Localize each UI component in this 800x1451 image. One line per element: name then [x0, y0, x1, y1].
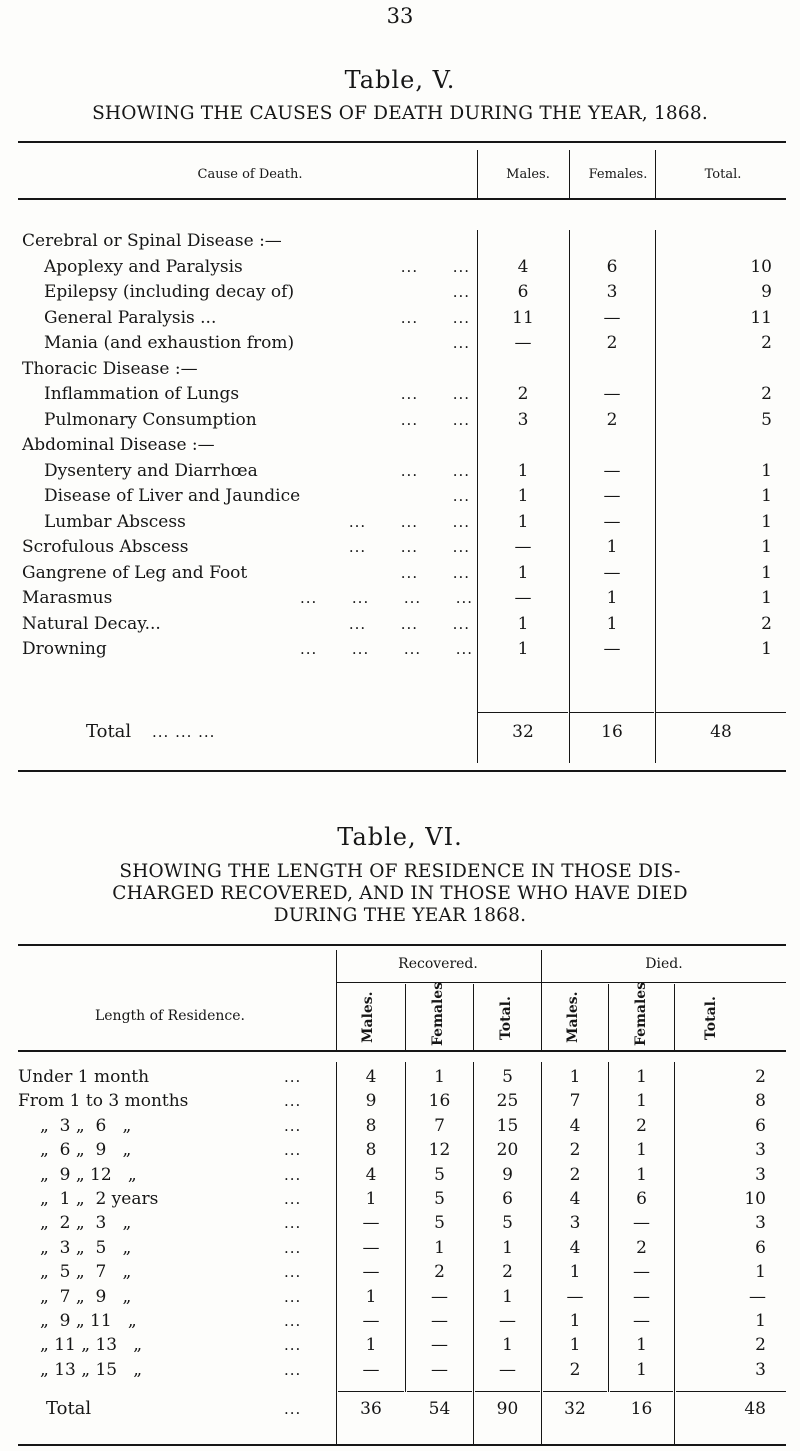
table6-row-label: „ 9 „ 12 „: [40, 1165, 137, 1185]
table5-row-total: 2: [761, 384, 772, 404]
table6-cell-died-males: 1: [569, 1067, 581, 1087]
table6-cell-died-total: 3: [755, 1360, 766, 1380]
table6-cell-recovered-total: 5: [502, 1067, 513, 1087]
table6-cell-recovered-males: —: [362, 1262, 380, 1282]
table5-row-label: Thoracic Disease :—: [22, 359, 198, 379]
table6-header-recovered: Recovered.: [398, 956, 478, 972]
table6-subcol-divider-4: [674, 984, 675, 1050]
table6-row-dots: ...: [284, 1166, 302, 1184]
table6-total-rule-6: [676, 1391, 786, 1392]
table6-cell-recovered-total: —: [499, 1360, 516, 1380]
table6-cell-died-total: 6: [755, 1238, 766, 1258]
table6-cell-died-males: 4: [569, 1189, 581, 1209]
table6-row-dots: ...: [284, 1190, 302, 1208]
table5-col-divider-3: [655, 150, 656, 198]
table6-row-label: „ 3 „ 5 „: [40, 1238, 132, 1258]
table5-row-label: Abdominal Disease :—: [22, 435, 215, 455]
table6-cell-recovered-females: 5: [434, 1213, 445, 1233]
table6-row-label: „ 3 „ 6 „: [40, 1116, 132, 1136]
table6-cell-died-total: 3: [755, 1213, 766, 1233]
table6-row-label: „ 11 „ 13 „: [40, 1335, 143, 1355]
table6-cell-recovered-females: 1: [434, 1067, 445, 1087]
table5-row-dots: ... ...: [400, 564, 470, 582]
table5-row-males: 6: [517, 282, 529, 302]
table5-row-males: 11: [512, 308, 534, 328]
table5-header-rule: [18, 198, 786, 200]
table5-row-dots: ... ...: [400, 385, 470, 403]
table6-cell-died-females: 1: [636, 1140, 647, 1160]
table5-row-females: 1: [606, 588, 618, 608]
table6-row-dots: ...: [284, 1214, 302, 1232]
table6-cell-died-females: 1: [636, 1067, 647, 1087]
table6-cell-recovered-total: 1: [502, 1287, 513, 1307]
table6-total-died-males: 32: [564, 1399, 586, 1419]
table5-row-label: Lumbar Abscess: [44, 512, 186, 532]
table6-cell-died-males: 4: [569, 1116, 581, 1136]
table5-row-label: Disease of Liver and Jaundice: [44, 486, 301, 506]
table6-body-divider-4: [541, 1062, 542, 1444]
table6-cell-recovered-total: 25: [496, 1091, 519, 1111]
table6-cell-recovered-total: —: [499, 1311, 516, 1331]
table5-row-total: 1: [761, 512, 772, 532]
table6-header-rule: [18, 1050, 786, 1052]
table5-row-females: 2: [606, 410, 618, 430]
table6-subcol-divider-1: [405, 984, 406, 1050]
table6-row-dots: ...: [284, 1239, 302, 1257]
table6-cell-died-males: 7: [569, 1091, 581, 1111]
table6-body-divider-3: [473, 1062, 474, 1444]
table5-row-total: 2: [761, 333, 772, 353]
table5-row-females: 6: [606, 257, 618, 277]
table5-row-label: Dysentery and Diarrhœa: [44, 461, 258, 481]
table5-header-total: Total.: [704, 167, 742, 182]
table5-row-total: 1: [761, 639, 772, 659]
table5-header-cause: Cause of Death.: [197, 167, 303, 182]
table6-total-rule-3: [475, 1391, 540, 1392]
table6-cell-died-females: 2: [636, 1238, 647, 1258]
table6-cell-died-total: 1: [755, 1262, 766, 1282]
table6-cell-died-females: 2: [636, 1116, 647, 1136]
table6-row-dots: ...: [284, 1263, 302, 1281]
table6-row-dots: ...: [284, 1361, 302, 1379]
table5-row-males: —: [514, 588, 532, 608]
table5-row-total: 1: [761, 461, 772, 481]
table6-header-died: Died.: [645, 956, 683, 972]
table6-header-recovered-males: Males.: [360, 991, 376, 1043]
table6-cell-recovered-males: 1: [365, 1335, 377, 1355]
table5-row-females: —: [603, 461, 621, 481]
table6-subtitle-line-2: CHARGED RECOVERED, AND IN THOSE WHO HAVE DIED: [112, 883, 688, 904]
table6-row-dots: ...: [284, 1336, 302, 1354]
table5-row-label: Drowning: [22, 639, 107, 659]
table6-cell-died-total: —: [749, 1287, 766, 1307]
table6-cell-recovered-females: 2: [434, 1262, 445, 1282]
table5-row-dots: ... ...: [400, 309, 470, 327]
table5-row-females: 3: [606, 282, 618, 302]
table6-total-died-females: 16: [630, 1399, 653, 1419]
table5-row-label: Gangrene of Leg and Foot: [22, 563, 248, 583]
table5-total-rule-3: [656, 712, 786, 713]
table5-row-total: 11: [750, 308, 772, 328]
table6-cell-recovered-total: 1: [502, 1335, 513, 1355]
table5-row-total: 1: [761, 537, 772, 557]
table6-cell-died-total: 1: [755, 1311, 766, 1331]
table6-cell-recovered-males: 8: [365, 1140, 377, 1160]
table6-row-dots: ...: [284, 1312, 302, 1330]
table6-cell-recovered-females: 1: [434, 1238, 445, 1258]
table6-cell-died-total: 3: [755, 1165, 766, 1185]
table6-body-divider-2: [405, 1062, 406, 1392]
table5-row-label: Cerebral or Spinal Disease :—: [22, 231, 282, 251]
table6-row-label: „ 1 „ 2 years: [40, 1189, 159, 1209]
table5-row-males: 3: [517, 410, 529, 430]
table5-row-dots: ... ...: [400, 258, 470, 276]
table6-header-died-females: Females: [633, 981, 649, 1046]
table5-row-label: Marasmus: [22, 588, 113, 608]
table6-cell-died-females: —: [633, 1213, 650, 1233]
table6-cell-recovered-females: —: [431, 1311, 448, 1331]
table5-row-label: Epilepsy (including decay of): [44, 282, 295, 302]
table6-cell-died-males: 4: [569, 1238, 581, 1258]
table5-col-divider-2: [569, 150, 570, 198]
table6-row-label: From 1 to 3 months: [18, 1091, 189, 1111]
table5-row-dots: ... ... ...: [348, 538, 470, 556]
table5-row-dots: ...: [452, 487, 470, 505]
table6-cell-died-females: —: [633, 1287, 650, 1307]
table6-cell-recovered-males: —: [362, 1311, 380, 1331]
table6-row-dots: ...: [284, 1117, 302, 1135]
table6-cell-died-total: 2: [755, 1335, 766, 1355]
table6-row-dots: ...: [284, 1092, 302, 1110]
table6-subcol-divider-2: [473, 984, 474, 1050]
table5-row-males: —: [514, 333, 532, 353]
table5-row-males: 1: [517, 461, 529, 481]
table6-cell-recovered-males: —: [362, 1238, 380, 1258]
table6-cell-died-total: 10: [744, 1189, 766, 1209]
table6-row-label: Under 1 month: [18, 1067, 150, 1087]
table6-cell-recovered-males: 1: [365, 1287, 377, 1307]
table5-row-males: —: [514, 537, 532, 557]
table5-total-label: Total: [86, 721, 132, 742]
table6-cell-recovered-males: —: [362, 1213, 380, 1233]
table6-cell-died-females: 1: [636, 1360, 647, 1380]
table6-subtitle-line-1: SHOWING THE LENGTH OF RESIDENCE IN THOSE DIS-: [119, 861, 681, 882]
table6-cell-died-males: 2: [569, 1360, 581, 1380]
table6-cell-died-females: —: [633, 1262, 650, 1282]
table6-row-dots: ...: [284, 1141, 302, 1159]
table6-cell-died-males: 1: [569, 1311, 581, 1331]
table5-row-males: 1: [517, 563, 529, 583]
table6-cell-died-males: 3: [569, 1213, 581, 1233]
table5-row-females: —: [603, 308, 621, 328]
table6-cell-recovered-total: 20: [496, 1140, 519, 1160]
table6-header-length: Length of Residence.: [94, 1008, 246, 1024]
table6-row-label: „ 2 „ 3 „: [40, 1213, 132, 1233]
table6-header-recovered-total: Total.: [498, 996, 514, 1040]
table6-total-rule-5: [610, 1391, 673, 1392]
table5-row-dots: ... ...: [400, 462, 470, 480]
table5-row-males: 1: [517, 512, 529, 532]
table5-row-label: Pulmonary Consumption: [44, 410, 257, 430]
table6-total-label: Total: [46, 1398, 92, 1419]
table5-row-dots: ...: [452, 283, 470, 301]
table6-row-label: „ 13 „ 15 „: [40, 1360, 143, 1380]
table5-total-rule-2: [570, 712, 654, 713]
table5-header-males: Males.: [506, 167, 550, 182]
table5-row-females: —: [603, 486, 621, 506]
table6-row-label: „ 9 „ 11 „: [40, 1311, 137, 1331]
table6-cell-died-total: 2: [755, 1067, 766, 1087]
table6-cell-recovered-females: —: [431, 1287, 448, 1307]
table5-top-rule: [18, 141, 786, 143]
table6-cell-died-females: —: [633, 1311, 650, 1331]
table6-cell-recovered-total: 15: [496, 1116, 519, 1136]
table6-cell-recovered-females: —: [431, 1360, 448, 1380]
table6-cell-recovered-females: 16: [428, 1091, 451, 1111]
table5-row-dots: ... ... ...: [348, 513, 470, 531]
table6-cell-died-total: 3: [755, 1140, 766, 1160]
table5-row-total: 10: [750, 257, 772, 277]
table6-title: Table, VI.: [337, 823, 463, 851]
table5-row-label: Natural Decay...: [22, 614, 161, 634]
table6-cell-died-males: 2: [569, 1165, 581, 1185]
table6-cell-recovered-females: 7: [434, 1116, 445, 1136]
table5-row-dots: ... ... ...: [348, 615, 470, 633]
table6-cell-recovered-males: 9: [365, 1091, 377, 1111]
table6-cell-died-females: 1: [636, 1091, 647, 1111]
table6-cell-recovered-females: —: [431, 1335, 448, 1355]
table6-cell-recovered-total: 9: [502, 1165, 513, 1185]
table6-total-died-total: 48: [744, 1399, 766, 1419]
table6-bottom-rule: [18, 1444, 786, 1446]
table6-cell-recovered-females: 5: [434, 1165, 445, 1185]
table5-row-males: 1: [517, 486, 529, 506]
table6-cell-recovered-total: 1: [502, 1238, 513, 1258]
table6-row-label: „ 7 „ 9 „: [40, 1287, 132, 1307]
table6-cell-recovered-males: —: [362, 1360, 380, 1380]
table5-title: Table, V.: [344, 66, 456, 94]
table5-row-females: —: [603, 563, 621, 583]
table6-subcol-divider-3: [608, 984, 609, 1050]
table6-cell-died-males: —: [566, 1287, 584, 1307]
table6-row-label: „ 5 „ 7 „: [40, 1262, 132, 1282]
table5-row-total: 1: [761, 486, 772, 506]
table5-row-dots: ... ... ... ...: [300, 589, 474, 607]
table6-header-died-total: Total.: [703, 996, 719, 1040]
table6-group-rule-died: [542, 982, 786, 983]
table6-total-dots: ...: [284, 1400, 302, 1418]
table5-row-females: —: [603, 512, 621, 532]
table6-row-dots: ...: [284, 1068, 302, 1086]
table5-row-label: Inflammation of Lungs: [44, 384, 240, 404]
table6-total-rule-2: [407, 1391, 472, 1392]
table5-total-dots: ... ... ...: [152, 723, 216, 741]
table6-header-recovered-females: Females: [430, 981, 446, 1046]
table6-cell-recovered-males: 8: [365, 1116, 377, 1136]
table5-row-dots: ...: [452, 334, 470, 352]
table6-cell-died-males: 1: [569, 1262, 581, 1282]
table6-cell-died-total: 8: [755, 1091, 766, 1111]
table6-row-dots: ...: [284, 1288, 302, 1306]
table5-row-dots: ... ... ... ...: [300, 640, 474, 658]
table5-row-total: 1: [761, 588, 772, 608]
table5-row-label: Apoplexy and Paralysis: [44, 257, 243, 277]
table6-cell-recovered-males: 4: [365, 1067, 377, 1087]
table5-row-males: 4: [517, 257, 529, 277]
table5-row-total: 5: [761, 410, 772, 430]
table6-cell-died-females: 6: [636, 1189, 647, 1209]
table6-header-died-males: Males.: [565, 991, 581, 1043]
table6-body-divider-1: [336, 1062, 337, 1444]
table6-subtitle-line-3: DURING THE YEAR 1868.: [273, 905, 527, 926]
table5-bottom-rule: [18, 770, 786, 772]
table5-row-females: —: [603, 639, 621, 659]
table5-row-total: 9: [761, 282, 772, 302]
table5-col-divider-1: [477, 150, 478, 198]
table5-row-females: 1: [606, 537, 618, 557]
table5-row-total: 1: [761, 563, 772, 583]
table6-total-recovered-total: 90: [496, 1399, 519, 1419]
table5-total-total: 48: [710, 722, 732, 742]
table5-row-males: 1: [517, 639, 529, 659]
table5-total-rule-1: [478, 712, 568, 713]
table6-cell-died-total: 6: [755, 1116, 766, 1136]
table6-col-divider-recovered: [336, 950, 337, 1050]
table5-row-females: 2: [606, 333, 618, 353]
table6-cell-died-males: 1: [569, 1335, 581, 1355]
table5-row-males: 1: [517, 614, 529, 634]
table5-row-label: Mania (and exhaustion from): [44, 333, 295, 353]
table6-top-rule: [18, 944, 786, 946]
table6-col-divider-died: [541, 950, 542, 1050]
table5-row-males: 2: [517, 384, 529, 404]
table6-cell-died-females: 1: [636, 1335, 647, 1355]
table6-total-rule-4: [543, 1391, 607, 1392]
table5-row-label: General Paralysis ...: [44, 308, 217, 328]
table5-total-females: 16: [601, 722, 623, 742]
table5-row-total: 2: [761, 614, 772, 634]
table5-row-label: Scrofulous Abscess: [22, 537, 189, 557]
table6-cell-recovered-total: 6: [502, 1189, 513, 1209]
table6-body-divider-6: [674, 1062, 675, 1444]
table6-total-recovered-males: 36: [360, 1399, 382, 1419]
table5-row-females: 1: [606, 614, 618, 634]
table6-body-divider-5: [608, 1062, 609, 1392]
table6-cell-died-males: 2: [569, 1140, 581, 1160]
table5-subtitle: SHOWING THE CAUSES OF DEATH DURING THE YEAR, 1868.: [92, 103, 708, 124]
table6-total-recovered-females: 54: [428, 1399, 451, 1419]
table5-total-males: 32: [512, 722, 534, 742]
table5-header-females: Females.: [588, 167, 648, 182]
table5-row-females: —: [603, 384, 621, 404]
table6-cell-recovered-females: 12: [428, 1140, 451, 1160]
table6-cell-recovered-total: 5: [502, 1213, 513, 1233]
table6-cell-died-females: 1: [636, 1165, 647, 1185]
table6-total-rule-1: [338, 1391, 404, 1392]
table6-cell-recovered-males: 4: [365, 1165, 377, 1185]
page-number: 33: [386, 4, 414, 28]
table6-cell-recovered-total: 2: [502, 1262, 513, 1282]
table6-cell-recovered-females: 5: [434, 1189, 445, 1209]
table6-cell-recovered-males: 1: [365, 1189, 377, 1209]
table6-row-label: „ 6 „ 9 „: [40, 1140, 132, 1160]
table5-row-dots: ... ...: [400, 411, 470, 429]
